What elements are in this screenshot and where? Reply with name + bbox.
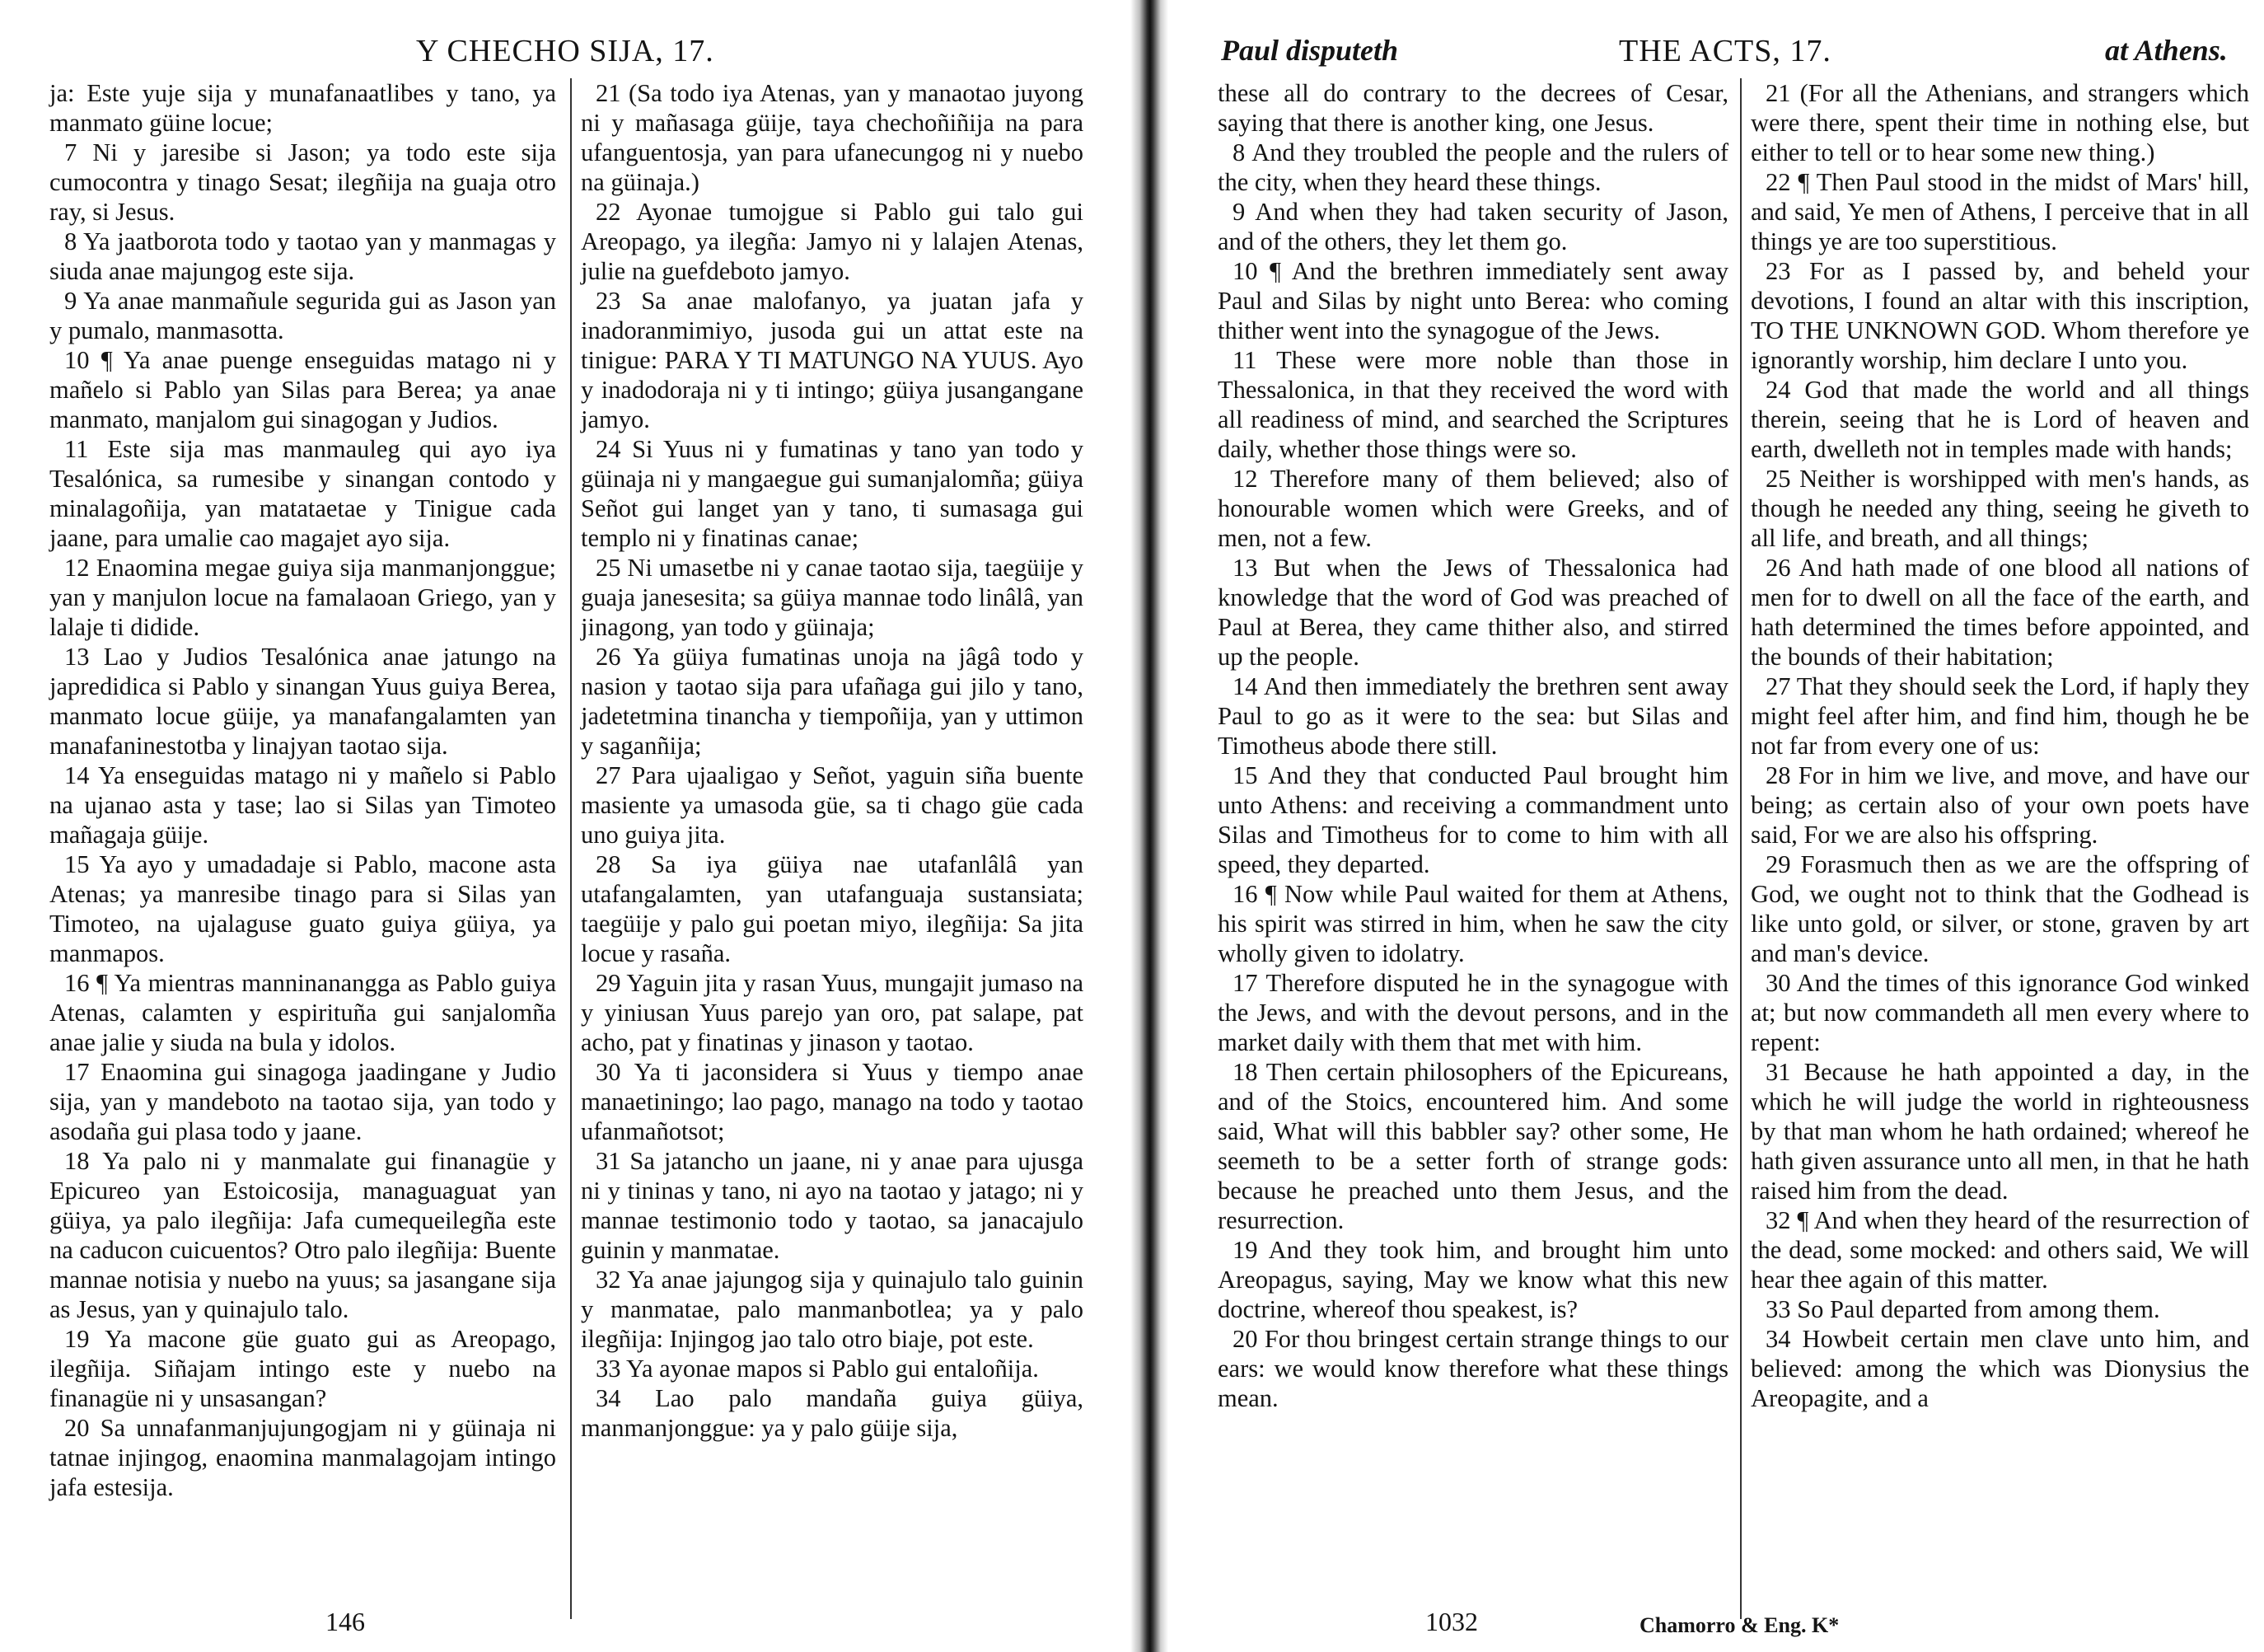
verse-paragraph: these all do contrary to the decrees of Cesar, saying that there is another king, one Jesus. [1218,79,1728,137]
verse-paragraph: 32 Ya anae jajungog sija y quinajulo talo guinin y manmatae, palo manmanbotlea; ya y palo ilegñija: Injingog jao talo otro biaje, pot este. [581,1266,1083,1353]
verse-paragraph: 9 Ya anae manmañule segurida gui as Jason yan y pumalo, manmasotta. [49,287,556,344]
verse-paragraph: 15 And they that conducted Paul brought him unto Athens: and receiving a commandment unto Silas and Timotheus for to come to him with all speed, they departed. [1218,761,1728,878]
verse-paragraph: 27 Para ujaaligao y Señot, yaguin siña buente masiente ya umasoda güe, sa ti chago güe cada uno guiya jita. [581,761,1083,849]
left-folio: 146 [325,1607,365,1636]
column-rule [570,78,572,1619]
verse-paragraph: 20 For thou bringest certain strange things to our ears: we would know therefore what these things mean. [1218,1325,1728,1412]
verse-paragraph: 16 ¶ Now while Paul waited for them at Athens, his spirit was stirred in him, when he saw the city wholly given to idolatry. [1218,880,1728,967]
right-head-right: at Athens. [2105,34,2228,67]
verse-paragraph: 24 God that made the world and all things therein, seeing that he is Lord of heaven and earth, dwelleth not in temples made with hands; [1751,376,2249,463]
verse-paragraph: 24 Si Yuus ni y fumatinas y tano yan todo y güinaja ni y mangaegue gui sumanjalomña; güiya Señot gui langet yan y tano, ti sumasaga gui templo ni y finatinas canae; [581,435,1083,552]
left-column-1 [49,78,556,1611]
verse-paragraph: 8 And they troubled the people and the rulers of the city, when they heard these things. [1218,138,1728,196]
verse-paragraph: 18 Then certain philosophers of the Epicureans, and of the Stoics, encountered him. And some said, What will this babbler say? other some, He seemeth to be a setter forth of strange gods: because he preached unto them Jesus, and the resurrection. [1218,1058,1728,1234]
verse-paragraph: 10 ¶ And the brethren immediately sent away Paul and Silas by night unto Berea: who coming thither went into the synagogue of the Jews. [1218,257,1728,344]
right-column-2 [1751,78,2249,1611]
verse-paragraph: 31 Sa jatancho un jaane, ni y anae para ujusga ni y tininas y tano, ni ayo na taotao y jatago; ni y mannae testimonio todo y taotao, sa janacajulo guinin y manmatae. [581,1147,1083,1264]
verse-paragraph: 26 And hath made of one blood all nations of men for to dwell on all the face of the earth, and hath determined the times before appointed, and the bounds of their habitation; [1751,554,2249,671]
verse-paragraph: 14 Ya enseguidas matago ni y mañelo si Pablo na ujanao asta y tase; lao si Silas yan Timoteo mañagaja güije. [49,761,556,849]
verse-paragraph: 34 Lao palo mandaña guiya güiya, manmanjonggue: ya y palo güije sija, [581,1384,1083,1442]
right-running-head: THE ACTS, 17. [1619,34,1831,68]
verse-paragraph: 16 ¶ Ya mientras manninanangga as Pablo guiya Atenas, calamten y espirituña gui sanjalomña anae jalie y siuda na bula y idolos. [49,969,556,1056]
verse-paragraph: 25 Neither is worshipped with men's hands, as though he needed any thing, seeing he giveth to all life, and breath, and all things; [1751,465,2249,552]
left-running-head: Y CHECHO SIJA, 17. [416,34,714,68]
verse-paragraph: 13 But when the Jews of Thessalonica had knowledge that the word of God was preached of Paul at Berea, they came thither also, and stirred up the people. [1218,554,1728,671]
verse-paragraph: 23 For as I passed by, and beheld your devotions, I found an altar with this inscription, TO THE UNKNOWN GOD. Whom therefore ye ignorantly worship, him declare I unto you. [1751,257,2249,374]
verse-paragraph: 29 Forasmuch then as we are the offspring of God, we ought not to think that the Godhead is like unto gold, or silver, or stone, graven by art and man's device. [1751,850,2249,967]
verse-paragraph: 19 And they took him, and brought him unto Areopagus, saying, May we know what this new doctrine, whereof thou speakest, is? [1218,1236,1728,1323]
right-folio: 1032 [1425,1607,1478,1636]
verse-paragraph: 34 Howbeit certain men clave unto him, and believed: among the which was Dionysius the Areopagite, and a [1751,1325,2249,1412]
imprint-line: Chamorro & Eng. K* [1640,1613,1840,1637]
verse-paragraph: 29 Yaguin jita y rasan Yuus, mungajit jumaso na y yiniusan Yuus parejo yan oro, pat salape, pat acho, pat y finatinas y jinason y taotao. [581,969,1083,1056]
verse-paragraph: 17 Therefore disputed he in the synagogue with the Jews, and with the devout persons, and in the market daily with them that met with him. [1218,969,1728,1056]
verse-paragraph: 12 Therefore many of them believed; also of honourable women which were Greeks, and of men, not a few. [1218,465,1728,552]
verse-paragraph: ja: Este yuje sija y munafanaatlibes y tano, ya manmato güine locue; [49,79,556,137]
verse-paragraph: 33 So Paul departed from among them. [1766,1295,2160,1323]
right-column-1 [1218,78,1728,1611]
verse-paragraph: 22 Ayonae tumojgue si Pablo gui talo gui Areopago, ya ilegña: Jamyo ni y lalajen Atenas, julie na guefdeboto jamyo. [581,198,1083,285]
verse-paragraph: 13 Lao y Judios Tesalónica anae jatungo na japredidica si Pablo y sinangan Yuus guiya Berea, manmato locue güije, ya manafangalamten yan manafaninestotba y linajyan taotao sija. [49,643,556,760]
verse-paragraph: 11 These were more noble than those in Thessalonica, in that they received the word with all readiness of mind, and searched the Scriptures daily, whether those things were so. [1218,346,1728,463]
column-rule [1740,78,1742,1619]
verse-paragraph: 27 That they should seek the Lord, if haply they might feel after him, and find him, though he be not far from every one of us: [1751,672,2249,760]
verse-paragraph: 9 And when they had taken security of Jason, and of the others, they let them go. [1218,198,1728,255]
verse-paragraph: 28 For in him we live, and move, and have our being; as certain also of your own poets have said, For we are also his offspring. [1751,761,2249,849]
right-page [1170,0,2264,1652]
verse-paragraph: 32 ¶ And when they heard of the resurrection of the dead, some mocked: and others said, We will hear thee again of this matter. [1751,1206,2249,1294]
verse-paragraph: 22 ¶ Then Paul stood in the midst of Mars' hill, and said, Ye men of Athens, I perceive that in all things ye are too superstitious. [1751,168,2249,255]
verse-paragraph: 11 Este sija mas manmauleg qui ayo iya Tesalónica, sa rumesibe y sinangan contodo y minalagoñija, yan matataetae y Tinigue cada jaane, para umalie cao magajet ayo sija. [49,435,556,552]
verse-paragraph: 21 (Sa todo iya Atenas, yan y manaotao juyong ni y mañasaga güije, taya chechoñiñija na para ufanguentosja, yan para ufanecungog ni y nuebo na güinaja.) [581,79,1083,196]
verse-paragraph: 30 And the times of this ignorance God winked at; but now commandeth all men every where to repent: [1751,969,2249,1056]
verse-paragraph: 12 Enaomina megae guiya sija manmanjonggue; yan y manjulon locue na famalaoan Griego, yan y lalaje ti didide. [49,554,556,641]
verse-paragraph: 30 Ya ti jaconsidera si Yuus y tiempo anae manaetiningo; lao pago, manago na todo y taotao ufanmañotsot; [581,1058,1083,1145]
verse-paragraph: 25 Ni umasetbe ni y canae taotao sija, taegüije y guaja janesesita; sa güiya mannae todo linâlâ, yan jinagong, yan todo y güinaja; [581,554,1083,641]
verse-paragraph: 15 Ya ayo y umadadaje si Pablo, macone asta Atenas; ya manresibe tinago para si Silas yan Timoteo, na ujalaguse guato guiya güiya, ya manmapos. [49,850,556,967]
verse-paragraph: 14 And then immediately the brethren sent away Paul to go as it were to the sea: but Silas and Timotheus abode there still. [1218,672,1728,760]
verse-paragraph: 19 Ya macone güe guato gui as Areopago, ilegñija. Siñajam intingo este y nuebo na finanagüe ni y unsasangan? [49,1325,556,1412]
verse-paragraph: 17 Enaomina gui sinagoga jaadingane y Judio sija, yan y mandeboto na taotao sija, yan todo y asodaña gui plasa todo y jaane. [49,1058,556,1145]
verse-paragraph: 28 Sa iya güiya nae utafanlâlâ yan utafangalamten, yan utafanguaja sustansiata; taegüije y palo gui poetan miyo, ilegñija: Sa jita locue y rasaña. [581,850,1083,967]
verse-paragraph: 21 (For all the Athenians, and strangers which were there, spent their time in nothing else, but either to tell or to hear some new thing.) [1751,79,2249,166]
left-page [0,0,1129,1652]
verse-paragraph: 20 Sa unnafanmanjujungogjam ni y güinaja ni tatnae injingog, enaomina manmalagojam intingo jafa estesija. [49,1414,556,1501]
verse-paragraph: 31 Because he hath appointed a day, in the which he will judge the world in righteousness by that man whom he hath ordained; whereof he hath given assurance unto all men, in that he hath raised him from the dead. [1751,1058,2249,1205]
verse-paragraph: 23 Sa anae malofanyo, ya juatan jafa y inadoranmimiyo, jusoda gui un attat este na tinigue: PARA Y TI MATUNGO NA YUUS. Ayo y inadodoraja ni y ti intingo; güiya jusangangane jamyo. [581,287,1083,433]
left-column-2 [581,78,1083,1611]
right-head-left: Paul disputeth [1221,34,1399,67]
verse-paragraph: 8 Ya jaatborota todo y taotao yan y manmagas y siuda anae majungog este sija. [49,227,556,285]
verse-paragraph: 10 ¶ Ya anae puenge enseguidas matago ni y mañelo si Pablo yan Silas para Berea; ya anae manmato, manjalom gui sinagogan y Judios. [49,346,556,433]
verse-paragraph: 18 Ya palo ni y manmalate gui finanagüe y Epicureo yan Estoicosija, managuaguat yan güiya, ya palo ilegñija: Jafa cumequeilegña este na caducon cuicuentos? Otro palo ilegñija: Buente mannae notisia y nuebo na yuus; sa jasangane sija as Jesus, yan y quinajulo talo. [49,1147,556,1323]
book-gutter [1130,0,1168,1652]
verse-paragraph: 7 Ni y jaresibe si Jason; ya todo este sija cumocontra y tinago Sesat; ilegñija na guaja otro ray, si Jesus. [49,138,556,226]
verse-paragraph: 26 Ya güiya fumatinas unoja na jâgâ todo y nasion y taotao sija para ufañaga gui jilo y tano, jadetetmina tinancha y tiempoñija, yan y uttimon y saganñija; [581,643,1083,760]
verse-paragraph: 33 Ya ayonae mapos si Pablo gui entaloñija. [596,1355,1039,1383]
